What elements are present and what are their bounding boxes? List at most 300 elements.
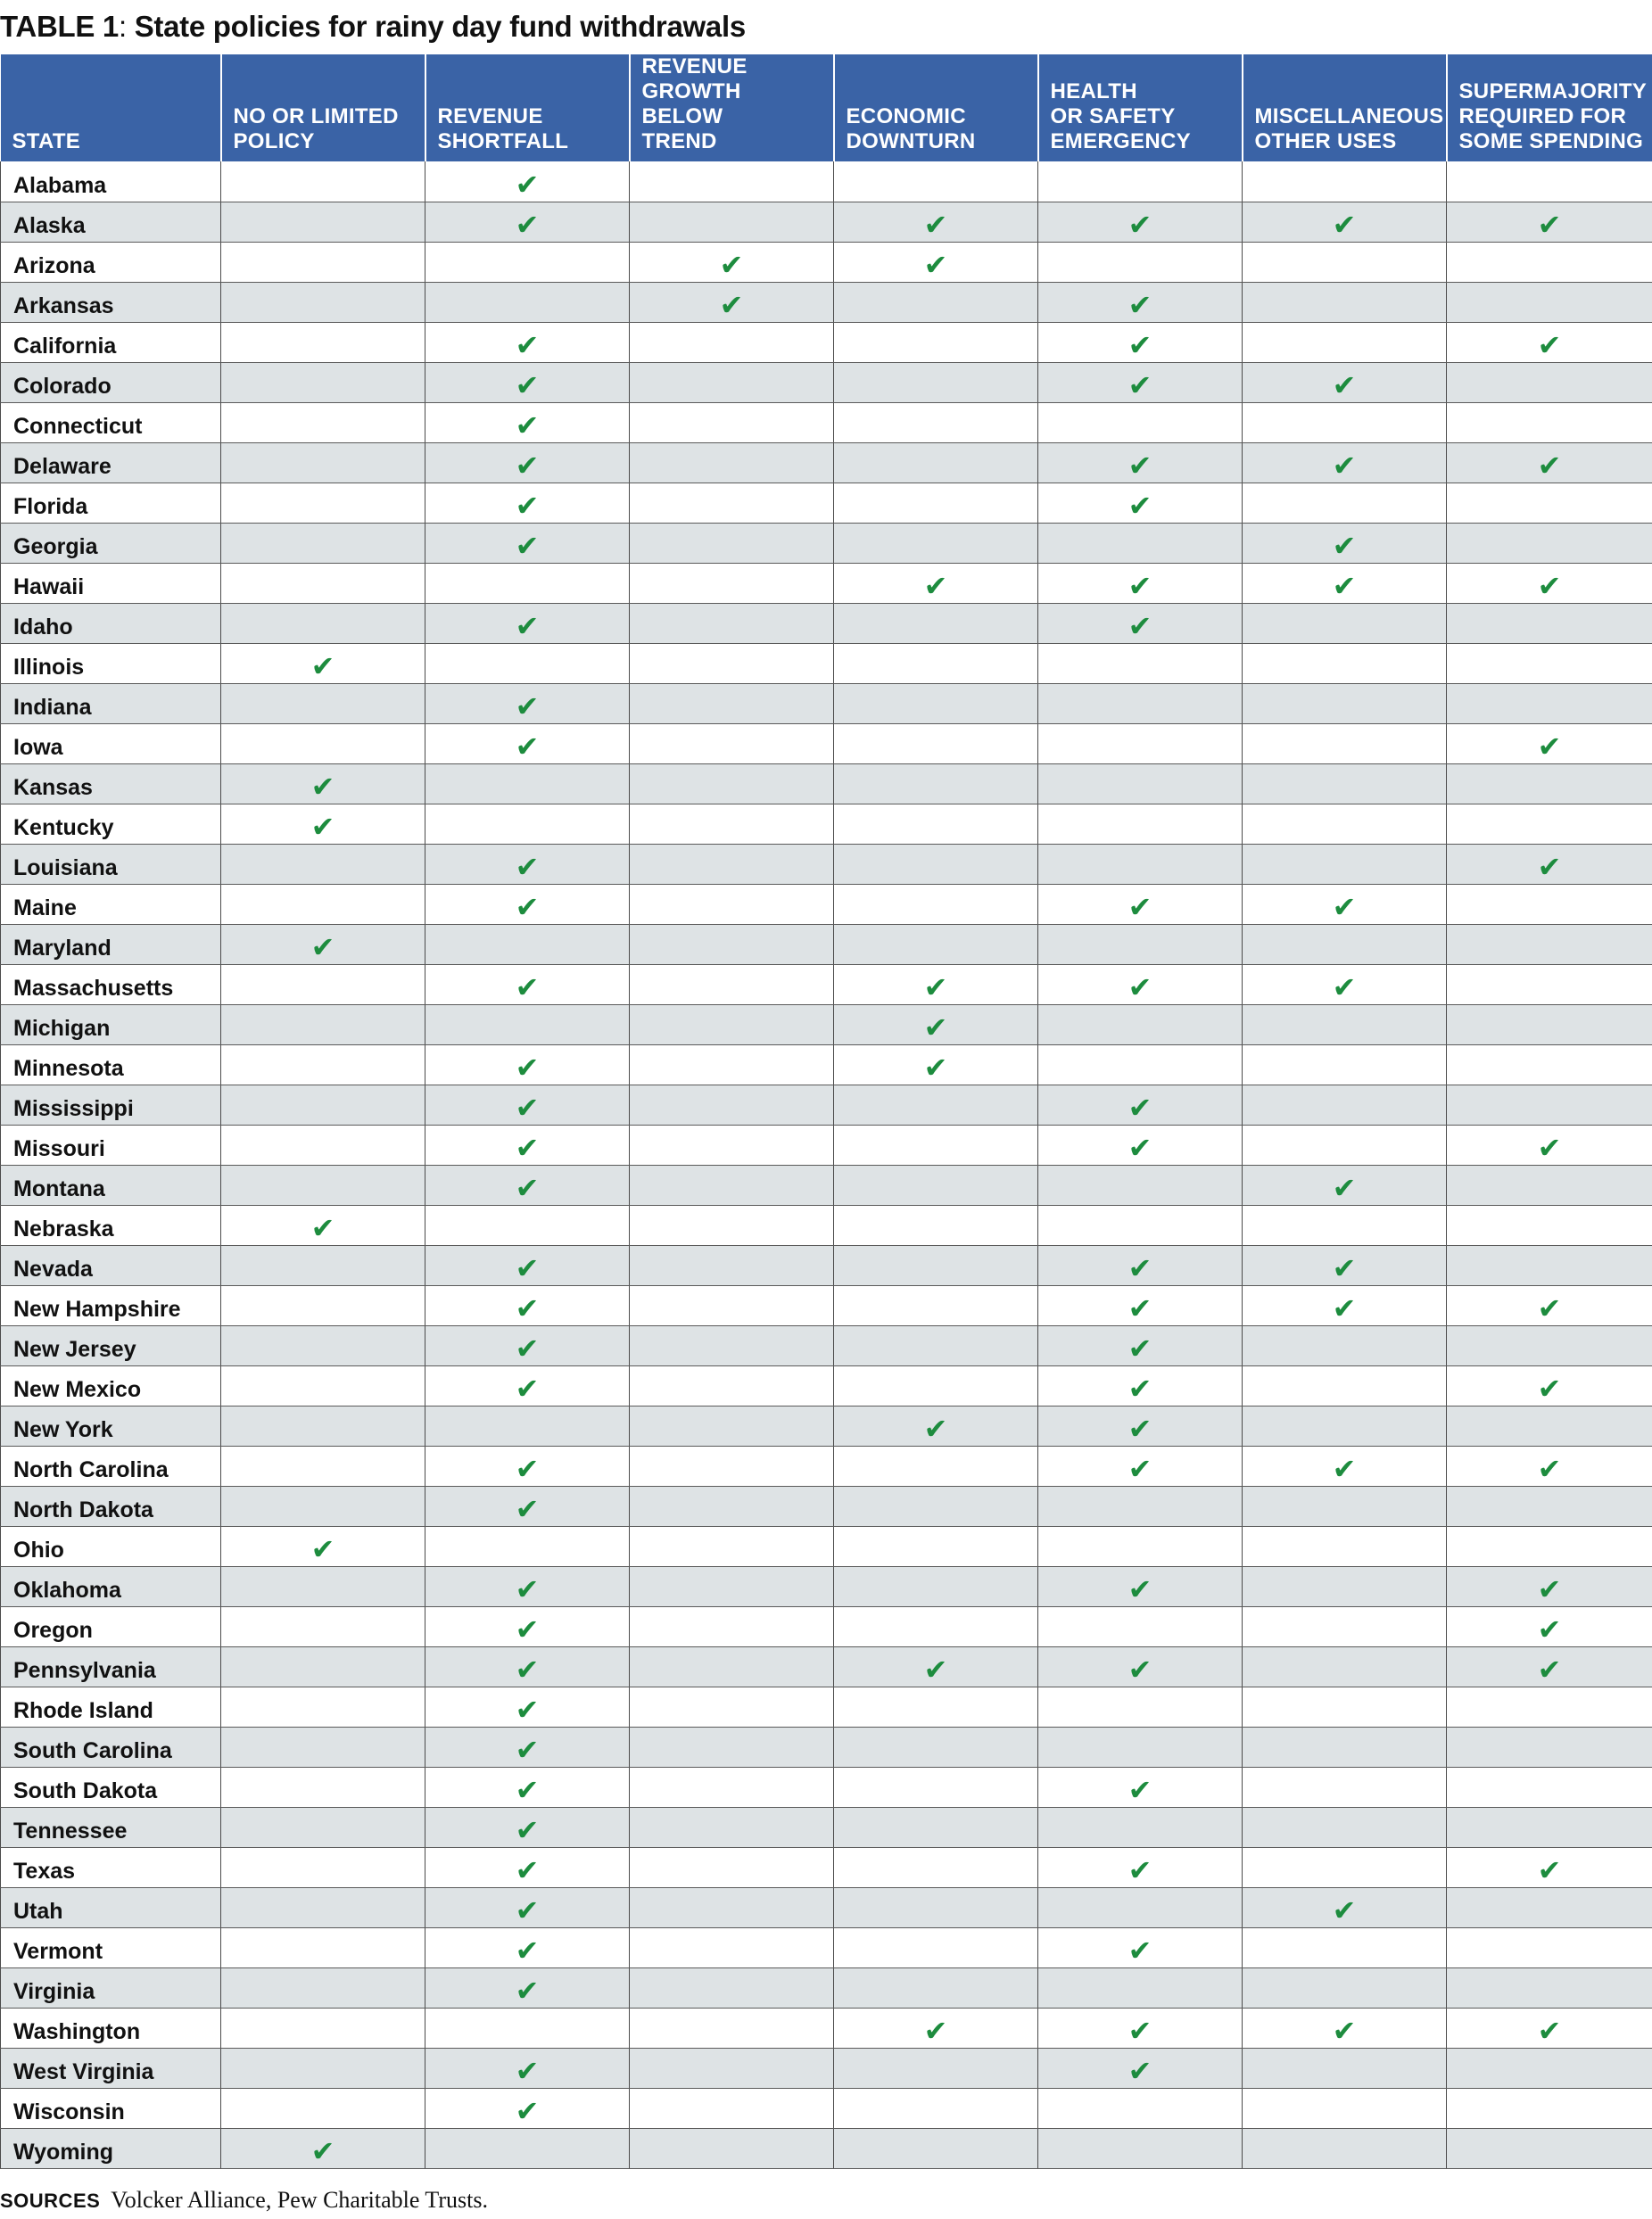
policy-cell (425, 1847, 630, 1887)
policy-cell (221, 1085, 425, 1125)
state-name: Louisiana (1, 844, 221, 884)
policy-cell (834, 1486, 1038, 1526)
policy-cell (425, 1767, 630, 1807)
state-name: Alaska (1, 202, 221, 242)
policy-cell (630, 1566, 834, 1606)
policy-cell (1447, 1566, 1652, 1606)
policy-cell (1038, 1687, 1243, 1727)
policy-cell (630, 1967, 834, 2008)
table-row (1, 242, 1652, 282)
table-title (0, 7, 746, 46)
state-name: New Mexico (1, 1365, 221, 1406)
checkmark-icon: ✔ (1538, 1614, 1562, 1645)
policy-cell (1447, 603, 1652, 643)
policy-cell (1038, 924, 1243, 964)
table-row (1, 2048, 1652, 2088)
policy-cell (1447, 1767, 1652, 1807)
checkmark-icon: ✔ (516, 972, 540, 1002)
policy-cell (1447, 1927, 1652, 1967)
policy-cell (1038, 844, 1243, 884)
state-name: North Carolina (1, 1446, 221, 1486)
policy-cell (630, 804, 834, 844)
checkmark-icon: ✔ (1128, 2056, 1152, 2086)
column-header-no-or-limited-policy: NO OR LIMITED POLICY (221, 54, 425, 161)
policy-cell (1243, 442, 1447, 483)
policy-cell (630, 1044, 834, 1085)
policy-cell (425, 202, 630, 242)
checkmark-icon: ✔ (516, 491, 540, 521)
policy-cell (1243, 1365, 1447, 1406)
policy-cell (834, 483, 1038, 523)
table-row (1, 1606, 1652, 1646)
table-row (1, 1927, 1652, 1967)
policy-cell (425, 884, 630, 924)
policy-cell (425, 964, 630, 1004)
policy-cell (221, 1205, 425, 1245)
table-row (1, 1486, 1652, 1526)
policy-cell (834, 1085, 1038, 1125)
policy-cell (221, 1566, 425, 1606)
policy-cell (630, 483, 834, 523)
policy-cell (834, 1406, 1038, 1446)
sources-label: SOURCES (0, 2190, 100, 2212)
policy-cell (425, 1526, 630, 1566)
checkmark-icon: ✔ (516, 1253, 540, 1283)
policy-cell (221, 844, 425, 884)
header-row (1, 54, 1652, 161)
policy-cell (425, 1646, 630, 1687)
policy-cell (221, 1687, 425, 1727)
policy-cell (630, 1887, 834, 1927)
policy-cell (221, 1285, 425, 1325)
policy-cell (1038, 1004, 1243, 1044)
checkmark-icon: ✔ (1128, 1093, 1152, 1123)
policy-cell (221, 603, 425, 643)
policy-cell (425, 1044, 630, 1085)
policy-cell (834, 1727, 1038, 1767)
checkmark-icon: ✔ (1538, 450, 1562, 481)
policy-cell (1038, 643, 1243, 683)
table-row (1, 1085, 1652, 1125)
table-row (1, 1004, 1652, 1044)
policy-cell (1038, 603, 1243, 643)
table-row (1, 1847, 1652, 1887)
policy-cell (221, 1526, 425, 1566)
policy-cell (1243, 1044, 1447, 1085)
checkmark-icon: ✔ (1538, 210, 1562, 240)
policy-cell (1447, 1727, 1652, 1767)
policy-cell (1038, 804, 1243, 844)
policy-cell (834, 763, 1038, 804)
policy-cell (1447, 402, 1652, 442)
policy-cell (1038, 1044, 1243, 1085)
policy-cell (630, 1847, 834, 1887)
table-row (1, 763, 1652, 804)
policy-cell (1243, 683, 1447, 723)
policy-cell (425, 844, 630, 884)
policy-cell (630, 202, 834, 242)
policy-cell (221, 884, 425, 924)
policy-cell (1447, 442, 1652, 483)
table-row (1, 2088, 1652, 2128)
policy-cell (425, 1365, 630, 1406)
state-name: Massachusetts (1, 964, 221, 1004)
policy-cell (1038, 1606, 1243, 1646)
column-header-economic-downturn: ECONOMIC DOWNTURN (834, 54, 1038, 161)
checkmark-icon: ✔ (1128, 1654, 1152, 1685)
policy-cell (834, 1887, 1038, 1927)
checkmark-icon: ✔ (516, 1735, 540, 1765)
policy-cell (1243, 282, 1447, 322)
policy-cell (1243, 1486, 1447, 1526)
state-name: Missouri (1, 1125, 221, 1165)
checkmark-icon: ✔ (516, 1695, 540, 1725)
policy-cell (1447, 1606, 1652, 1646)
policy-cell (834, 1807, 1038, 1847)
policy-cell (630, 523, 834, 563)
policy-cell (834, 1365, 1038, 1406)
checkmark-icon: ✔ (516, 1614, 540, 1645)
policy-cell (1447, 362, 1652, 402)
checkmark-icon: ✔ (1333, 2016, 1357, 2046)
policy-cell (1038, 1486, 1243, 1526)
policy-cell (425, 563, 630, 603)
checkmark-icon: ✔ (1538, 852, 1562, 882)
policy-cell (834, 242, 1038, 282)
table-row (1, 2128, 1652, 2168)
policy-cell (1447, 2128, 1652, 2168)
checkmark-icon: ✔ (516, 1775, 540, 1805)
table-row (1, 1285, 1652, 1325)
policy-cell (1243, 804, 1447, 844)
state-name: Utah (1, 1887, 221, 1927)
table-title-text: State policies for rainy day fund withdrawals (127, 10, 746, 43)
state-name: Maryland (1, 924, 221, 964)
table-row (1, 1526, 1652, 1566)
policy-cell (1038, 1887, 1243, 1927)
policy-cell (1038, 1205, 1243, 1245)
table-row (1, 563, 1652, 603)
policy-cell (221, 442, 425, 483)
table-row (1, 282, 1652, 322)
table-row (1, 1365, 1652, 1406)
policy-cell (425, 1486, 630, 1526)
policy-cell (1038, 1365, 1243, 1406)
table-row (1, 402, 1652, 442)
policy-cell (630, 2048, 834, 2088)
policy-cell (221, 1125, 425, 1165)
checkmark-icon: ✔ (516, 1855, 540, 1885)
checkmark-icon: ✔ (1128, 892, 1152, 922)
policy-cell (1447, 523, 1652, 563)
policy-cell (630, 1205, 834, 1245)
policy-cell (221, 683, 425, 723)
state-name: Washington (1, 2008, 221, 2048)
policy-cell (425, 763, 630, 804)
policy-cell (1038, 362, 1243, 402)
table-row (1, 2008, 1652, 2048)
policy-cell (1038, 442, 1243, 483)
policy-cell (1243, 1165, 1447, 1205)
policy-cell (425, 362, 630, 402)
policy-cell (1447, 924, 1652, 964)
state-name: Nebraska (1, 1205, 221, 1245)
state-name: California (1, 322, 221, 362)
table-header (1, 54, 1652, 161)
checkmark-icon: ✔ (924, 250, 948, 280)
policy-cell (425, 402, 630, 442)
policy-cell (1243, 2088, 1447, 2128)
policy-cell (834, 322, 1038, 362)
policy-cell (1447, 2048, 1652, 2088)
policy-cell (1447, 1044, 1652, 1085)
policy-cell (630, 1285, 834, 1325)
table-body (1, 161, 1652, 2168)
policy-cell (834, 2008, 1038, 2048)
checkmark-icon: ✔ (720, 290, 744, 320)
policy-cell (630, 603, 834, 643)
table-row (1, 804, 1652, 844)
policy-cell (834, 1847, 1038, 1887)
table-row (1, 1165, 1652, 1205)
policy-cell (1243, 2048, 1447, 2088)
policy-cell (425, 1727, 630, 1767)
checkmark-icon: ✔ (1128, 330, 1152, 360)
checkmark-icon: ✔ (1538, 731, 1562, 762)
policy-cell (1038, 1125, 1243, 1165)
table-row (1, 1205, 1652, 1245)
table-row (1, 1325, 1652, 1365)
state-name: Ohio (1, 1526, 221, 1566)
policy-cell (221, 723, 425, 763)
policy-cell (834, 1325, 1038, 1365)
policy-cell (425, 1205, 630, 1245)
policy-cell (834, 161, 1038, 202)
policy-cell (630, 442, 834, 483)
policy-cell (1243, 1085, 1447, 1125)
policy-cell (1038, 1967, 1243, 2008)
checkmark-icon: ✔ (924, 1414, 948, 1444)
checkmark-icon: ✔ (1128, 1373, 1152, 1404)
policy-cell (1447, 844, 1652, 884)
policy-cell (1243, 523, 1447, 563)
policy-cell (1243, 1526, 1447, 1566)
policy-cell (630, 1486, 834, 1526)
policy-cell (834, 1165, 1038, 1205)
table-row (1, 1044, 1652, 1085)
checkmark-icon: ✔ (1333, 210, 1357, 240)
checkmark-icon: ✔ (516, 2056, 540, 2086)
state-name: Idaho (1, 603, 221, 643)
policy-cell (1243, 161, 1447, 202)
policy-cell (630, 1526, 834, 1566)
policy-cell (630, 1606, 834, 1646)
state-name: Alabama (1, 161, 221, 202)
policy-cell (1243, 1807, 1447, 1847)
checkmark-icon: ✔ (1128, 611, 1152, 641)
policy-cell (834, 1526, 1038, 1566)
policy-cell (425, 2088, 630, 2128)
policy-cell (1243, 1245, 1447, 1285)
policy-cell (1243, 1125, 1447, 1165)
checkmark-icon: ✔ (516, 1333, 540, 1364)
policy-cell (221, 964, 425, 1004)
policy-cell (221, 1406, 425, 1446)
policy-cell (630, 1004, 834, 1044)
checkmark-icon: ✔ (924, 210, 948, 240)
policy-cell (630, 1125, 834, 1165)
checkmark-icon: ✔ (516, 1293, 540, 1324)
state-name: New Jersey (1, 1325, 221, 1365)
policy-cell (425, 242, 630, 282)
state-name: Rhode Island (1, 1687, 221, 1727)
policy-cell (834, 643, 1038, 683)
state-name: Maine (1, 884, 221, 924)
policy-cell (834, 804, 1038, 844)
policy-cell (221, 202, 425, 242)
checkmark-icon: ✔ (924, 571, 948, 601)
policy-cell (834, 563, 1038, 603)
policy-cell (1243, 322, 1447, 362)
policy-cell (1243, 884, 1447, 924)
policy-cell (425, 2128, 630, 2168)
policy-cell (1447, 1125, 1652, 1165)
policy-cell (834, 683, 1038, 723)
checkmark-icon: ✔ (516, 1133, 540, 1163)
policy-cell (1038, 1807, 1243, 1847)
policy-cell (221, 242, 425, 282)
checkmark-icon: ✔ (924, 972, 948, 1002)
policy-cell (1243, 1004, 1447, 1044)
policy-cell (630, 1406, 834, 1446)
checkmark-icon: ✔ (1128, 1333, 1152, 1364)
checkmark-icon: ✔ (1128, 1775, 1152, 1805)
state-name: Colorado (1, 362, 221, 402)
policy-cell (221, 1245, 425, 1285)
policy-cell (1038, 1927, 1243, 1967)
policy-cell (1447, 683, 1652, 723)
policy-cell (630, 763, 834, 804)
checkmark-icon: ✔ (1333, 370, 1357, 400)
checkmark-icon: ✔ (1128, 1574, 1152, 1604)
table-row (1, 322, 1652, 362)
policy-cell (221, 1446, 425, 1486)
policy-cell (221, 2048, 425, 2088)
column-header-state: STATE (1, 54, 221, 161)
policy-cell (1447, 1285, 1652, 1325)
policy-cell (1447, 1486, 1652, 1526)
checkmark-icon: ✔ (720, 250, 744, 280)
policy-cell (1447, 1325, 1652, 1365)
policy-cell (425, 723, 630, 763)
checkmark-icon: ✔ (516, 1574, 540, 1604)
checkmark-icon: ✔ (1333, 1253, 1357, 1283)
policy-cell (1447, 723, 1652, 763)
policy-cell (630, 1165, 834, 1205)
policy-cell (1447, 2088, 1652, 2128)
policy-cell (1447, 1887, 1652, 1927)
policy-cell (221, 1847, 425, 1887)
policy-cell (1243, 1767, 1447, 1807)
policy-cell (1243, 603, 1447, 643)
state-name: North Dakota (1, 1486, 221, 1526)
policy-cell (834, 1285, 1038, 1325)
state-name: Montana (1, 1165, 221, 1205)
checkmark-icon: ✔ (924, 1012, 948, 1043)
policy-cell (1243, 1446, 1447, 1486)
policy-cell (1038, 322, 1243, 362)
policy-cell (1243, 643, 1447, 683)
policy-cell (834, 362, 1038, 402)
policy-cell (1243, 2128, 1447, 2168)
table-row (1, 1727, 1652, 1767)
policy-cell (630, 1446, 834, 1486)
policy-cell (1243, 1606, 1447, 1646)
table-row (1, 362, 1652, 402)
state-name: New York (1, 1406, 221, 1446)
policy-cell (834, 844, 1038, 884)
table-row (1, 643, 1652, 683)
policy-cell (834, 2128, 1038, 2168)
policy-cell (1038, 1085, 1243, 1125)
policy-cell (1038, 763, 1243, 804)
policy-cell (1038, 1566, 1243, 1606)
policy-cell (221, 523, 425, 563)
state-name: Nevada (1, 1245, 221, 1285)
policy-cell (1243, 483, 1447, 523)
checkmark-icon: ✔ (516, 691, 540, 722)
policy-cell (1038, 2128, 1243, 2168)
policy-cell (1038, 563, 1243, 603)
table-row (1, 1687, 1652, 1727)
table-row (1, 202, 1652, 242)
policy-cell (221, 1486, 425, 1526)
table-row (1, 683, 1652, 723)
policy-cell (1038, 1285, 1243, 1325)
checkmark-icon: ✔ (516, 169, 540, 200)
policy-cell (1243, 1285, 1447, 1325)
policy-cell (425, 322, 630, 362)
policy-cell (1447, 1406, 1652, 1446)
state-name: Delaware (1, 442, 221, 483)
state-name: Florida (1, 483, 221, 523)
policy-cell (221, 1767, 425, 1807)
table-row (1, 723, 1652, 763)
table-row (1, 442, 1652, 483)
state-name: Wyoming (1, 2128, 221, 2168)
policy-cell (425, 1687, 630, 1727)
policy-cell (834, 442, 1038, 483)
policy-cell (1447, 2008, 1652, 2048)
checkmark-icon: ✔ (311, 1534, 335, 1564)
column-header-supermajority-required: SUPERMAJORITY REQUIRED FOR SOME SPENDING (1447, 54, 1652, 161)
state-name: Pennsylvania (1, 1646, 221, 1687)
policy-cell (1447, 322, 1652, 362)
policy-cell (834, 603, 1038, 643)
policy-cell (630, 2088, 834, 2128)
policy-cell (1243, 924, 1447, 964)
state-name: Texas (1, 1847, 221, 1887)
policy-cell (1038, 2008, 1243, 2048)
policy-cell (221, 1646, 425, 1687)
policy-cell (630, 402, 834, 442)
policy-cell (221, 563, 425, 603)
policy-cell (834, 2048, 1038, 2088)
policy-cell (834, 1566, 1038, 1606)
policy-cell (1243, 1927, 1447, 1967)
policy-cell (834, 1004, 1038, 1044)
checkmark-icon: ✔ (1128, 1133, 1152, 1163)
